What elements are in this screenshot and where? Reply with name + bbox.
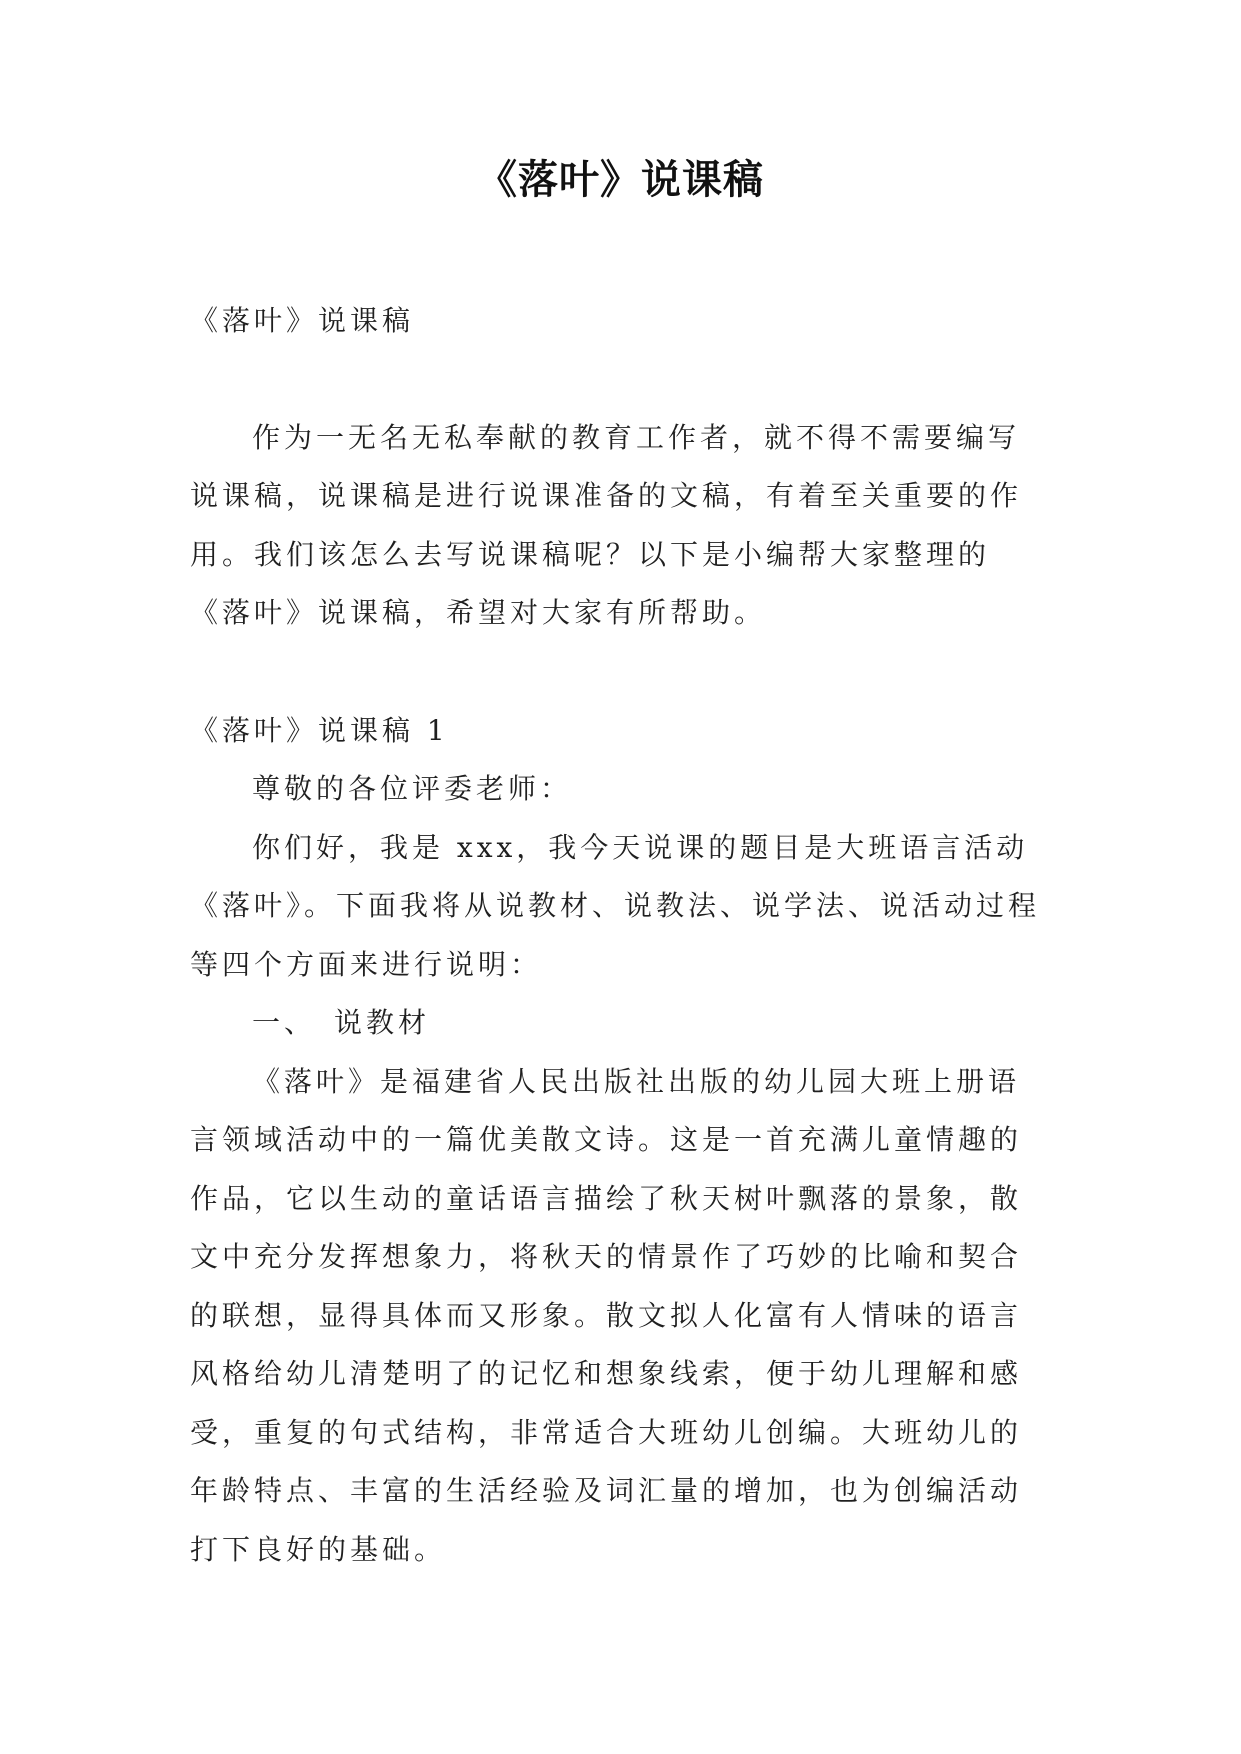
spacer [190,351,1050,409]
spacer [190,643,1050,702]
intro-paragraph: 作为一无名无私奉献的教育工作者，就不得不需要编写说课稿，说课稿是进行说课准备的文稿，有着至关重要的作用。我们该怎么去写说课稿呢？以下是小编帮大家整理的《落叶》说课稿，希望对大家有所帮助。 [190,420,1023,629]
part-one-heading: 一、 说教材 [252,1006,431,1039]
section-heading: 《落叶》说课稿 1 [190,713,449,747]
part-one-paragraph: 《落叶》是福建省人民出版社出版的幼儿园大班上册语言领域活动中的一篇优美散文诗。这是一首充满儿童情趣的作品，它以生动的童话语言描绘了秋天树叶飘落的景象，散文中充分发挥想象力，将秋天的情景作了巧妙的比喻和契合的联想，显得具体而又形象。散文拟人化富有人情味的语言风格给幼儿清楚明了的记忆和想象线索，便于幼儿理解和感受，重复的句式结构，非常适合大班幼儿创编。大班幼儿的年龄特点、丰富的生活经验及词汇量的增加，也为创编活动打下良好的基础。 [190,1064,1023,1566]
document-body [190,292,1050,1579]
document-title: 《落叶》说课稿 [477,157,764,203]
opening-paragraph: 你们好，我是 xxx，我今天说课的题目是大班语言活动《落叶》。下面我将从说教材、说教法、说学法、说活动过程等四个方面来进行说明： [190,830,1041,981]
greeting-paragraph: 尊敬的各位评委老师： [252,772,573,805]
document-subtitle: 《落叶》说课稿 [190,304,415,337]
